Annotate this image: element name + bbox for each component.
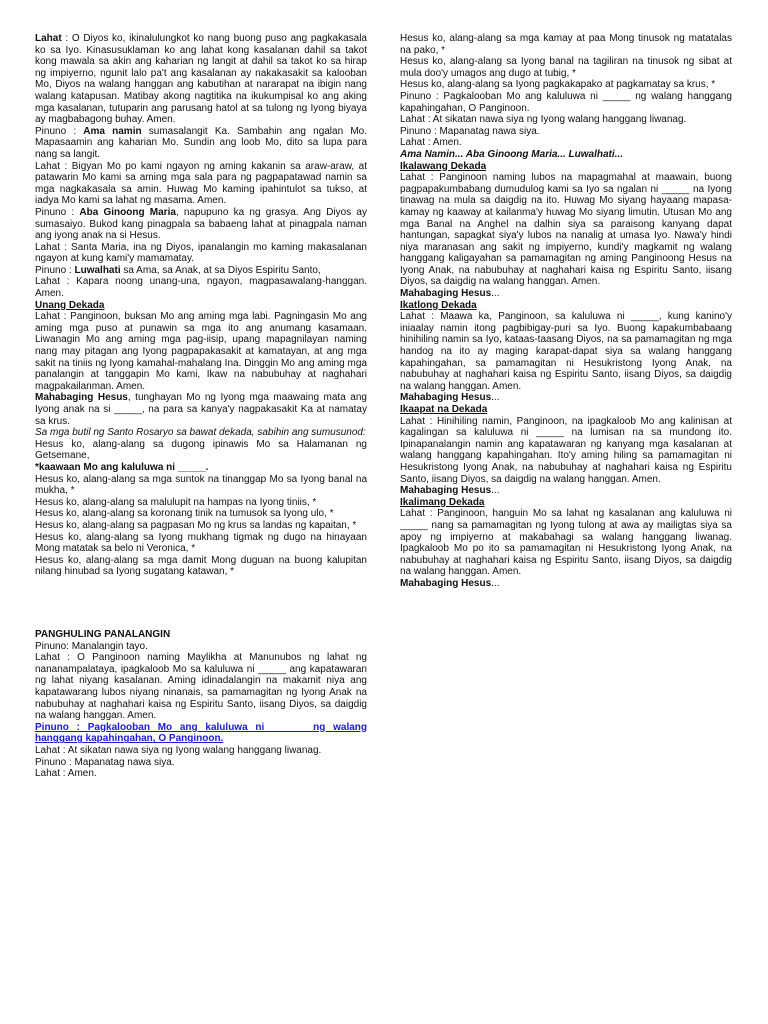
speaker-label: Mahabaging Hesus bbox=[400, 485, 492, 497]
speaker-label: Pinuno : bbox=[35, 206, 80, 218]
speaker-label: Pinuno : bbox=[35, 125, 84, 137]
decade-heading: Ikalimang Dekada bbox=[400, 496, 485, 508]
prayer-text: ... bbox=[491, 577, 500, 589]
paragraph: Lahat : Amen. bbox=[35, 768, 97, 780]
paragraph: Hesus ko, alang-alang sa pagpasan Mo ng krus sa landas ng kapaitan, * bbox=[35, 519, 357, 531]
left-column bbox=[35, 33, 367, 578]
paragraph: Hesus ko, alang-alang sa Iyong mukhang tigmak ng dugo na hinayaan Mong matatak sa belo ni Veronica, * bbox=[35, 531, 367, 555]
paragraph bbox=[35, 392, 367, 427]
prayer-text: sa Ama, sa Anak, at sa Diyos Espiritu Santo, bbox=[120, 264, 321, 276]
paragraph: Lahat : At sikatan nawa siya ng Iyong walang hanggang liwanag. bbox=[400, 114, 687, 126]
paragraph: Pinuno : Mapanatag nawa siya. bbox=[35, 756, 175, 768]
paragraph: Hesus ko, alang-alang sa mga suntok na tinanggap Mo sa Iyong banal na mukha, * bbox=[35, 473, 367, 497]
speaker-label: Mahabaging Hesus bbox=[400, 392, 492, 404]
prayer-text: sumasalangit Ka. Sambahin ang ngalan Mo. Mapasaamin ang kaharian Mo. Sundin ang loob Mo, dito sa lupa para nang sa langit. bbox=[35, 125, 368, 160]
right-column bbox=[400, 33, 732, 590]
paragraph: Lahat : Santa Maria, ina ng Diyos, ipanalangin mo kaming makasalanan ngayon at kung kami'y mamamatay. bbox=[35, 241, 367, 265]
paragraph: Lahat : At sikatan nawa siya ng Iyong walang hanggang liwanag. bbox=[35, 744, 322, 756]
prayer-title: Ama namin bbox=[83, 125, 142, 137]
paragraph: Lahat : Panginoon naming lubos na mapagmahal at maawain, buong pagpapakumbabang dumudulog kami sa Iyo sa ngalan ni _____ na Iyong tinawag na mula sa daigdig na ito. Huwag Mo siyang hayaang mapasa-kamay ng kaaway at kailanma'y huwag Mo siyang limutin. Utusan Mo ang mga Banal na Anghel na dalhin siya sa paraisong kanyang dapat hantungan, sapagkat siya'y lubos na nanalig at umasa Iyo. Nawa'y hindi niya maranasan ang sakit ng impiyerno, kundi'y magkamit ng walang hanggang kaligayahan sa pamamagitan ng aming Panginoong Hesus na Iyong Anak, na nabubuhay at naghahari kaisa ng Espiritu Santo, iisang Diyos, sa daigdig na walang hanggan. Amen. bbox=[400, 172, 732, 288]
paragraph bbox=[35, 33, 367, 126]
paragraph: Hesus ko, alang-alang sa mga kamay at paa Mong tinusok ng matatalas na pako, * bbox=[400, 33, 732, 56]
paragraph bbox=[400, 578, 732, 590]
prayer-text: ... bbox=[491, 485, 500, 497]
prayer-text: : O Diyos ko, ikinalulungkot ko nang buong puso ang pagkakasala ko sa Iyo. Kinasusuklaman ko ang lahat kong kasalanan dahil sa takot kong mawala sa akin ang kaharian ng langit at dahil sa takot ko sa hirap ng impiyerno, ngunit lalo pa't ang kasalanan ay nakakasakit sa kalooban Mo, Diyos na walang hanggan ang kabutihan at nararapat na ibigin nang walang katapusan. Matibay akong nagtitika na ikukumpisal ko ang aking mga kasalanan, tutuparin ang parusang hatol at sa tulong ng Iyong biyaya ay magbabagong buhay. Amen. bbox=[35, 33, 367, 126]
speaker-label: Mahabaging Hesus bbox=[400, 288, 492, 300]
paragraph: Hesus ko, alang-alang sa mga damit Mong duguan na buong kalupitan nilang hinubad sa Iyong sugatang katawan, * bbox=[35, 554, 367, 578]
paragraph: Lahat : Amen. bbox=[400, 137, 462, 149]
paragraph bbox=[35, 265, 367, 277]
paragraph: Lahat : Maawa ka, Panginoon, sa kaluluwa ni _____, kung kanino'y iniaalay namin itong pagbibigay-puri sa Iyo. Buong kapakumbabaang hinihiling namin sa Iyo, kataas-taasang Diyos, na sa pamamagitan ng mga handog na ito ay maging karapat-dapat siya sa walang hanggang kapahingahan, sa pamamagitan ni Hesukristong Iyong Anak, na nabubuhay at naghahari kaisa ng Espiritu Santo, iisang Diyos, sa daigdig na walang hanggan. Amen. bbox=[400, 311, 732, 392]
prayer-title: Luwalhati bbox=[74, 264, 121, 276]
bold-line: *kaawaan Mo ang kaluluwa ni _____. bbox=[35, 461, 209, 473]
decade-heading: Unang Dekada bbox=[35, 299, 105, 311]
prayer-summary: Ama Namin... Aba Ginoong Maria... Luwalhati... bbox=[400, 148, 623, 160]
bold-line: PANGHULING PANALANGIN bbox=[35, 629, 171, 640]
paragraph bbox=[35, 126, 367, 161]
paragraph: Pinuno : Mapanatag nawa siya. bbox=[400, 125, 540, 137]
prayer-text: , napupuno ka ng grasya. Ang Diyos ay sumasaiyo. Bukod kang pinagpala sa babaeng lahat at pinagpala naman ang iyong anak na si Hesus. bbox=[35, 206, 367, 242]
paragraph: Lahat : Hinihiling namin, Panginoon, na ipagkaloob Mo ang kalinisan at kagalingan sa kaluluwa ni _____ na lumisan na sa mundong ito. Ipinapanalangin namin ang kapatawaran ng kanyang mga kasalanan at walang hanggang kapahingahan. Ito'y aming hiling sa pamamagitan ni Hesukristong Iyong Anak, na nabubuhay at naghahari kaisa ng Espiritu Santo, iisang Diyos, sa daigdig na walang hanggan. Amen. bbox=[400, 415, 732, 485]
speaker-label: Mahabaging Hesus bbox=[400, 577, 492, 589]
paragraph bbox=[400, 392, 732, 404]
prayer-text: ... bbox=[491, 288, 500, 300]
paragraph: Pinuno : Pagkalooban Mo ang kaluluwa ni _____ ng walang hanggang kapahingahan, O Panginoon. bbox=[400, 90, 732, 114]
decade-heading: Ikaapat na Dekada bbox=[400, 404, 488, 415]
paragraph: Lahat : Kapara noong unang-una, ngayon, magpasawalang-hanggan. Amen. bbox=[35, 276, 367, 300]
final-prayer-column bbox=[35, 629, 367, 780]
prayer-title: Aba Ginoong Maria bbox=[79, 206, 176, 218]
paragraph: Hesus ko, alang-alang sa Iyong pagkakapako at pagkamatay sa krus, * bbox=[400, 79, 716, 91]
paragraph bbox=[400, 288, 732, 300]
paragraph bbox=[400, 485, 732, 497]
paragraph: Lahat : Bigyan Mo po kami ngayon ng aming kakanin sa araw-araw, at patawarin Mo kami sa aming mga sala para ng pagpapatawad namin sa mga nagkakasala sa amin. Huwag Mo kaming ipahintulot sa tukso, at iadya Mo kami sa lahat ng masama. Amen. bbox=[35, 160, 367, 207]
linked-prayer-line[interactable]: Pinuno : Pagkalooban Mo ang kaluluwa ni ______ ng walang hanggang kapahingahan, O Panginoon. bbox=[35, 721, 367, 745]
paragraph: Hesus ko, alang-alang sa dugong ipinawis Mo sa Halamanan ng Getsemane, bbox=[35, 438, 367, 462]
instruction-text: Sa mga butil ng Santo Rosaryo sa bawat dekada, sabihin ang sumusunod: bbox=[35, 427, 366, 439]
paragraph: Hesus ko, alang-alang sa malulupit na hampas na Iyong tiniis, * bbox=[35, 496, 317, 508]
paragraph: Hesus ko, alang-alang sa Iyong banal na tagiliran na tinusok ng sibat at mula doo'y umagos ang dugo at tubig, * bbox=[400, 56, 732, 79]
decade-heading: Ikatlong Dekada bbox=[400, 299, 477, 311]
speaker-label: Lahat bbox=[35, 33, 62, 44]
prayer-text: , tunghayan Mo ng Iyong mga maawaing mata ang Iyong anak na si _____, na para sa kanya'y nagpakasakit Ka at namatay sa krus. bbox=[35, 392, 367, 427]
paragraph: Pinuno: Manalangin tayo. bbox=[35, 640, 148, 652]
speaker-label: Pinuno : bbox=[35, 264, 75, 276]
paragraph: Lahat : O Panginoon naming Maylikha at Manunubos ng lahat ng nananampalataya, ipagkaloob Mo sa kaluluwa ni _____ ang kapatawaran ng lahat niyang kasalanan. Aming idinadalangin na makamit niya ang kapatawarang lubos niyang ninanais, sa pamamagitan ng Iyong Anak na nabubuhay at naghahari kaisa ng Espiritu Santo, iisang Diyos, sa daigdig na walang hanggan. Amen. bbox=[35, 652, 367, 722]
prayer-text: ... bbox=[491, 392, 500, 404]
paragraph: Lahat : Panginoon, hanguin Mo sa lahat ng kasalanan ang kaluluwa ni _____ nang sa pamamagitan ng Iyong tulong at awa ay mailigtas siya sa apoy ng impiyerno at makabahagi sa walang hanggang liwanag. Ipagkaloob Mo po ito sa pamamagitan ni Hesukristong Iyong Anak, na nabubuhay at naghahari kaisa ng Espiritu Santo, iisang Diyos, sa daigdig na walang hanggan. Amen. bbox=[400, 508, 732, 578]
speaker-label: Mahabaging Hesus bbox=[35, 392, 128, 404]
paragraph: Lahat : Panginoon, buksan Mo ang aming mga labi. Pagningasin Mo ang aming mga puso at punawin sa mga ito ang anumang kasamaan. Liwanagin Mo ang aming mga pag-iisip, upang mapagnilayan naming nang may pitagan ang Iyong pagpapakasakit at kamatayan, at ang mga sakit na tiniis ng Iyong kamahal-mahalang Ina. Dinggin Mo ang aming mga panalangin at tanggapin Mo kami, Ikaw na nabubuhay at naghahari magpakailanman. Amen. bbox=[35, 311, 367, 392]
paragraph: Hesus ko, alang-alang sa koronang tinik na tumusok sa Iyong ulo, * bbox=[35, 508, 334, 520]
decade-heading: Ikalawang Dekada bbox=[400, 160, 487, 172]
paragraph bbox=[35, 207, 367, 242]
